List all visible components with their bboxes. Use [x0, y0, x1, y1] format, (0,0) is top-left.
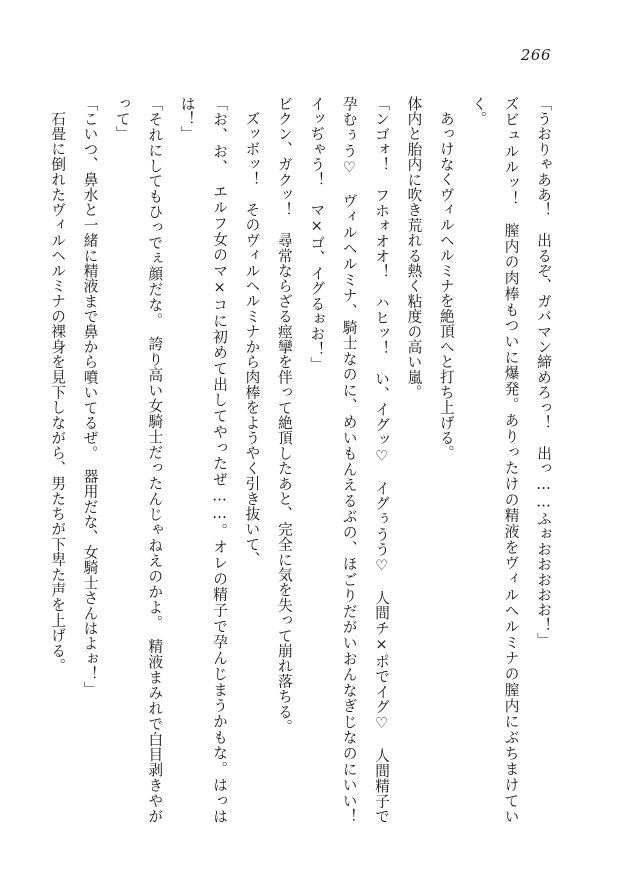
paragraph: 「ンゴォ！ フホォオオ！ ハヒッ！ い、イグッ♡ イグぅうう♡ 人間チ×ポでイグ♡ 人間精子で孕むぅう♡ ヴィルヘルミナ、騎士なのに、めいもんえるぶの、ほごりだがいおんなぎじなのにいい！ イッぢゃう！ マ×ゴ、イグるぉお！」: [308, 96, 391, 840]
paragraph: 「お、お、 エルフ女のマ×コに初めて出してやったぜ……。オレの精子で孕んじまうかもな。はっはは！」: [178, 96, 229, 824]
paragraph: 石畳に倒れたヴィルヘルミナの裸身を見下しながら、男たちが下卑た声を上げる。: [49, 110, 67, 673]
page-text-body: [49, 96, 559, 840]
paragraph: 「こいつ、鼻水と一緒に精液まで鼻から噴いてるぜ。 器用だな、女騎士さんはよぉ！」: [81, 96, 99, 697]
paragraph: 体内と胎内に吹き荒れる熱く粘度の高い嵐。: [405, 96, 423, 400]
paragraph: ビクン、ガクッ！ 尋常ならざる痙攣を伴って絶頂したあと、完全に気を失って崩れ落ちる。: [275, 96, 293, 735]
paragraph: あっけなくヴィルヘルミナを絶頂へと打ち上げる。: [437, 110, 455, 461]
paragraph: 「うおりゃああ！ 出るぞ、ガバマン締めろっ！ 出っ……ふぉおおおおお！」: [535, 96, 552, 648]
paragraph: ズッボッ！ そのヴィルヘルミナから肉棒をようやく引き抜いて、: [243, 110, 261, 567]
paragraph: 「それにしてもひっでぇ顔だな。 誇り高い女騎士だったんじゃねえのかよ。 精液まみれで白目剥きやがって」: [113, 96, 164, 824]
paragraph: ズビュルルッ！ 膣内の肉棒もついに爆発。ありったけの精液をヴィルヘルミナの膣内にぶちまけていく。: [470, 96, 520, 824]
page-number: 266: [520, 46, 551, 64]
